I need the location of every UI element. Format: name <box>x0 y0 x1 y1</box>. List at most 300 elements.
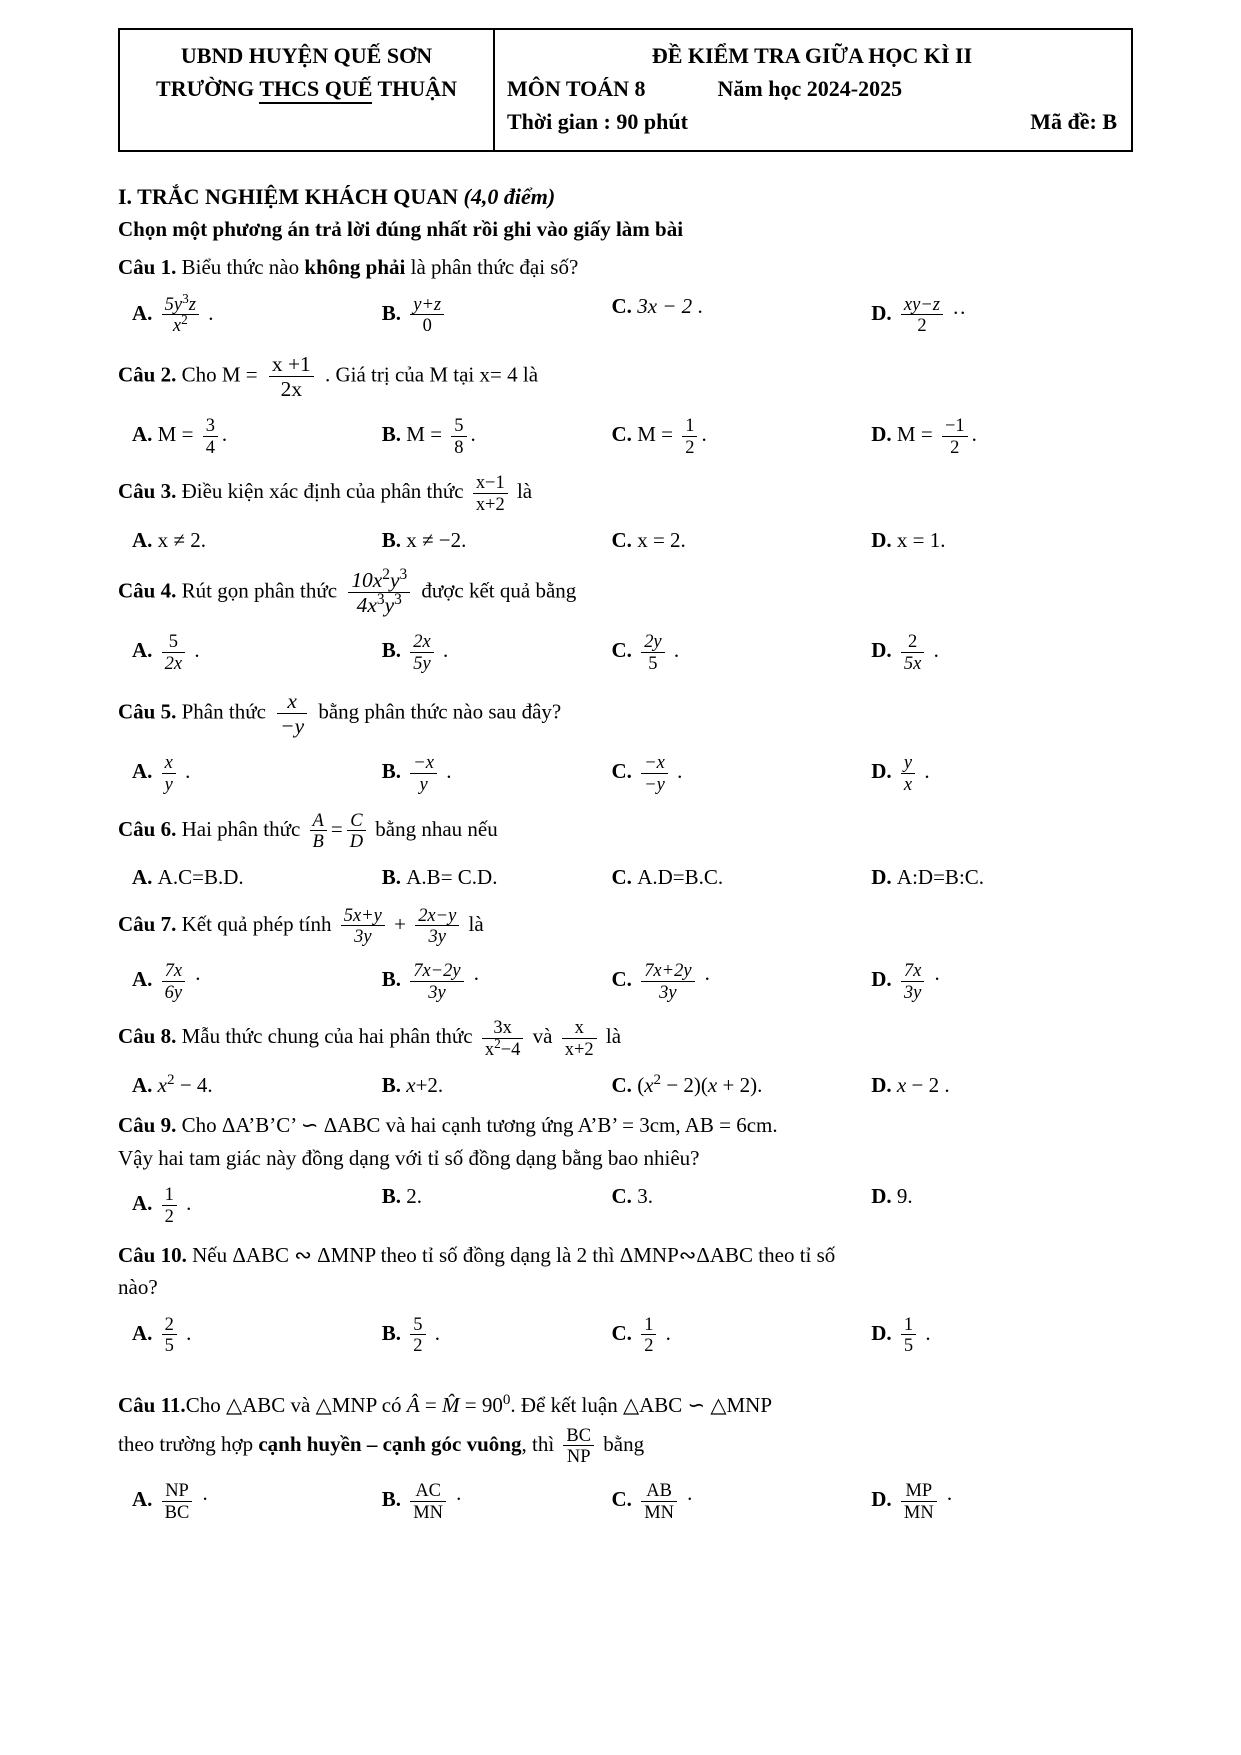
fraction-numerator <box>410 631 433 653</box>
text-run: 7x <box>903 959 922 980</box>
text-run: Cho M = <box>176 362 263 387</box>
fraction-numerator <box>901 1480 937 1502</box>
fraction-numerator <box>341 905 385 927</box>
text-run: . <box>180 1320 192 1345</box>
text-run: MN <box>903 1501 934 1522</box>
question-stem <box>118 807 1131 855</box>
exam-code: Mã đề: B <box>1030 109 1117 134</box>
text-run: z <box>188 293 196 314</box>
text-run: 5 <box>903 1335 914 1356</box>
superscript: 2 <box>167 1071 175 1088</box>
option-label: B. <box>381 966 407 991</box>
fraction-denominator <box>901 1502 937 1523</box>
question-4 <box>118 564 1131 676</box>
header-district: UBND HUYỆN QUẾ SƠN <box>180 43 433 68</box>
fraction <box>162 290 199 336</box>
fraction <box>162 960 185 1002</box>
option-A <box>132 1477 382 1525</box>
text-run: x+2 <box>475 493 505 514</box>
text-run: BC <box>164 1501 190 1522</box>
superscript: 2 <box>653 1071 662 1088</box>
text-run: 2 <box>644 1335 654 1356</box>
option-A <box>132 412 382 460</box>
text-run: D <box>349 831 364 852</box>
question-stem <box>118 1422 1131 1470</box>
option-D <box>871 525 1131 555</box>
question-stem <box>118 1109 1131 1142</box>
fraction-denominator <box>347 831 366 852</box>
question-label: Câu 3. <box>118 479 177 504</box>
option-label: C. <box>611 421 638 446</box>
question-label: Câu 6. <box>118 816 177 841</box>
option-label: C. <box>611 1072 638 1097</box>
fraction-denominator <box>901 774 915 795</box>
header-exam-cell <box>495 30 1131 150</box>
fraction-denominator <box>482 1035 524 1060</box>
option-A <box>132 1311 382 1359</box>
option-label: B. <box>381 1072 407 1097</box>
text-run: MP <box>905 1480 933 1500</box>
text-run: +2. <box>415 1072 444 1097</box>
text-run: −y <box>644 774 665 795</box>
question-11 <box>118 1389 1131 1525</box>
text-run: 5 <box>454 414 464 435</box>
fraction-denominator <box>410 315 444 336</box>
text-run: là <box>511 479 533 504</box>
option-D <box>871 1181 1131 1229</box>
fraction-denominator <box>162 1335 177 1356</box>
text-run: 2 <box>413 1335 423 1356</box>
question-label: Câu 7. <box>118 911 177 936</box>
fraction-numerator <box>641 752 668 774</box>
question-stem <box>118 1142 1131 1175</box>
header-school-underlined: THCS QUẾ <box>259 76 372 104</box>
text-run: 3y <box>659 981 677 1002</box>
fraction <box>162 631 185 673</box>
text-run: y <box>903 752 913 773</box>
option-label: A. <box>132 638 158 663</box>
fraction-numerator <box>482 1017 524 1039</box>
fraction-denominator <box>641 653 664 674</box>
fraction-denominator <box>562 1039 597 1060</box>
option-label: D. <box>871 1072 897 1097</box>
text-run: 2 <box>685 436 695 457</box>
text-run: −x <box>413 752 434 773</box>
text-run: · <box>189 966 202 991</box>
question-stem <box>118 685 1131 742</box>
text-run: BC <box>566 1424 592 1445</box>
question-label: Câu 5. <box>118 699 177 724</box>
option-label: B. <box>381 759 407 784</box>
text-run: x ≠ −2. <box>406 527 467 552</box>
option-label: C. <box>611 966 638 991</box>
text-run: x +1 <box>271 351 311 376</box>
fraction-numerator <box>641 1314 656 1336</box>
fraction <box>410 752 437 794</box>
text-run: . <box>668 638 680 663</box>
text-run: . <box>928 638 939 663</box>
text-run: x ≠ 2. <box>157 527 206 552</box>
text-run: −x <box>644 752 665 773</box>
fraction <box>562 1017 597 1059</box>
fraction-numerator <box>348 565 410 593</box>
question-label: Câu 11. <box>118 1393 186 1418</box>
header-school-cell <box>120 30 495 150</box>
option-label: D. <box>871 865 897 890</box>
option-B <box>382 862 612 892</box>
text-run: 3y <box>903 981 922 1002</box>
fraction-numerator <box>473 472 508 494</box>
option-B <box>382 412 612 460</box>
text-run: 8 <box>454 436 464 457</box>
fraction-numerator <box>901 294 943 316</box>
question-8 <box>118 1014 1131 1100</box>
fraction-numerator <box>162 631 185 653</box>
text-run: x+2 <box>564 1039 594 1060</box>
text-run: . <box>971 421 977 446</box>
fraction-denominator <box>269 377 314 401</box>
option-label: B. <box>381 527 407 552</box>
option-label: C. <box>611 527 638 552</box>
fraction-denominator <box>162 653 185 674</box>
fraction <box>410 1480 446 1522</box>
text-run: x−1 <box>475 472 505 493</box>
text-run: + 2). <box>717 1072 763 1097</box>
fraction <box>162 1184 177 1226</box>
text-run: x <box>484 1039 495 1060</box>
fraction <box>641 631 664 673</box>
text-run: = <box>419 1393 442 1418</box>
option-label: B. <box>381 1487 407 1511</box>
fraction <box>641 752 668 794</box>
text-run: . <box>470 421 476 446</box>
text-run: được kết quả bằng <box>416 578 577 603</box>
text-run: 2x <box>413 631 431 652</box>
question-1 <box>118 251 1131 339</box>
fraction-denominator <box>310 831 327 852</box>
option-label: D. <box>871 527 897 552</box>
text-run: . <box>671 759 683 784</box>
fraction <box>641 960 694 1002</box>
text-run: y <box>419 774 428 795</box>
text-run: + <box>388 911 412 936</box>
text-run: 3y <box>428 926 446 947</box>
option-A <box>132 291 382 339</box>
fraction-denominator <box>901 982 924 1003</box>
option-label: D. <box>871 966 897 991</box>
fraction <box>451 415 466 457</box>
fraction-numerator <box>162 752 176 774</box>
header-school-pre: TRƯỜNG <box>156 76 260 101</box>
option-A <box>132 628 382 676</box>
fraction-denominator <box>942 437 968 458</box>
text-run: M = <box>406 421 448 446</box>
section-points: (4,0 điểm) <box>463 184 556 209</box>
text-run: −4 <box>500 1039 521 1060</box>
option-label: C. <box>611 1487 638 1511</box>
superscript: 2 <box>181 312 188 328</box>
fraction-numerator <box>415 905 459 927</box>
fraction-numerator <box>942 415 968 437</box>
question-3 <box>118 469 1131 555</box>
text-run: 3 <box>205 414 215 435</box>
option-B <box>382 291 612 339</box>
text-run: . <box>202 300 214 325</box>
question-6 <box>118 807 1131 893</box>
text-run: 3x <box>493 1017 512 1038</box>
option-D <box>871 291 1131 339</box>
text-run: NP <box>566 1446 591 1467</box>
fraction <box>410 631 433 673</box>
text-run: ( <box>637 1072 645 1097</box>
text-run: Nếu ΔABC ∾ ΔMNP theo tỉ số đồng dạng là 2 thì ΔMNP∾ΔABC theo tỉ số <box>186 1242 836 1267</box>
fraction-numerator <box>563 1425 594 1447</box>
text-run: Â <box>406 1393 420 1418</box>
fraction-denominator <box>641 982 694 1003</box>
fraction <box>942 415 968 457</box>
fraction <box>269 352 314 401</box>
text-run: Cho ΔA’B’C’ ∽ ΔABC và hai cạnh tương ứng A’B’ = 3cm, AB = 6cm. <box>176 1113 778 1138</box>
fraction <box>162 1314 177 1356</box>
option-label: D. <box>871 1320 897 1345</box>
text-run: Kết quả phép tính <box>176 911 337 936</box>
text-run: 5 <box>413 1313 423 1334</box>
options-row <box>118 412 1131 460</box>
fraction <box>641 1480 677 1522</box>
fraction <box>473 472 508 514</box>
fraction-numerator <box>347 810 366 832</box>
text-run: · <box>928 966 941 991</box>
text-run: M̂ <box>441 1393 460 1418</box>
option-label: A. <box>132 966 158 991</box>
fraction-denominator <box>162 312 199 336</box>
text-run: y <box>384 593 395 618</box>
header-school-post: THUẬN <box>372 76 457 101</box>
option-D <box>871 957 1131 1005</box>
option-C <box>612 525 872 555</box>
text-run: 3. <box>637 1184 653 1209</box>
option-C <box>612 862 872 892</box>
fraction-numerator <box>410 752 437 774</box>
text-run: x <box>172 315 182 336</box>
fraction-numerator <box>682 415 697 437</box>
question-stem <box>118 902 1131 950</box>
fraction-denominator <box>901 315 943 336</box>
option-label: A. <box>132 421 158 446</box>
option-label: A. <box>132 300 158 325</box>
option-label: A. <box>132 527 158 552</box>
text-run: . <box>701 421 707 446</box>
exam-time-row <box>507 105 1117 138</box>
fraction-denominator <box>341 926 385 947</box>
exam-subject: MÔN TOÁN 8 <box>507 76 646 101</box>
option-A <box>132 862 382 892</box>
text-run: · <box>467 966 480 991</box>
text-run: A.B= C.D. <box>406 865 498 890</box>
question-label: Câu 1. <box>118 255 177 279</box>
text-run: 5 <box>164 1335 174 1356</box>
fraction <box>203 415 218 457</box>
text-run: 0 <box>422 315 432 336</box>
fraction-numerator <box>269 352 314 377</box>
text-run: A.C=B.D. <box>157 865 244 890</box>
question-stem <box>118 1014 1131 1062</box>
text-run: · <box>680 1487 694 1511</box>
text-run: . <box>920 1320 931 1345</box>
option-label: C. <box>611 759 638 784</box>
fraction-denominator <box>277 714 307 738</box>
section-title <box>118 184 1131 210</box>
fraction <box>341 905 385 947</box>
text-run: MN <box>644 1501 674 1522</box>
option-D <box>871 862 1131 892</box>
option-label: C. <box>611 865 638 890</box>
fraction <box>901 631 924 673</box>
text-run: 9. <box>896 1184 913 1209</box>
section-instruction: Chọn một phương án trả lời đúng nhất rồi ghi vào giấy làm bài <box>118 217 684 241</box>
fraction <box>901 752 915 794</box>
text-run: không phải <box>304 255 406 279</box>
text-run: Hai phân thức <box>176 816 306 841</box>
question-label: Câu 8. <box>118 1024 177 1049</box>
options-row <box>118 291 1131 339</box>
option-D <box>871 1477 1131 1525</box>
fraction-numerator <box>410 960 463 982</box>
text-run: là phân thức đại số? <box>405 255 579 279</box>
option-D <box>871 1311 1131 1359</box>
text-run: Phân thức <box>176 699 272 724</box>
option-C <box>612 749 872 797</box>
fraction-numerator <box>277 689 307 714</box>
text-run: x = 2. <box>637 527 686 552</box>
fraction-denominator <box>162 1502 193 1523</box>
fraction <box>641 1314 656 1356</box>
text-run: x <box>157 1072 167 1097</box>
option-B <box>382 1477 612 1525</box>
option-D <box>871 749 1131 797</box>
fraction-denominator <box>410 1335 425 1356</box>
text-run: y <box>164 774 173 795</box>
text-run: 3y <box>428 981 446 1002</box>
text-run: xy−z <box>903 293 940 314</box>
option-B <box>382 525 612 555</box>
text-run: . Để kết luận △ABC ∽ △MNP <box>510 1393 773 1418</box>
fraction <box>901 294 943 336</box>
text-run: . <box>437 638 449 663</box>
fraction-denominator <box>410 774 437 795</box>
fraction-numerator <box>901 752 915 774</box>
option-label: D. <box>871 638 897 663</box>
option-label: D. <box>871 1184 897 1209</box>
text-run: . <box>440 759 452 784</box>
text-run: 2 <box>950 436 960 457</box>
text-run: nào? <box>118 1275 158 1300</box>
text-run: , thì <box>521 1431 560 1456</box>
text-run: theo trường hợp <box>118 1431 259 1456</box>
fraction-denominator <box>641 1502 677 1523</box>
text-run: − 2)( <box>661 1072 708 1097</box>
option-label: C. <box>611 293 638 318</box>
text-run: x <box>406 1072 416 1097</box>
options-row <box>118 862 1131 892</box>
text-run: NP <box>165 1480 189 1500</box>
text-run: Cho △ABC và △MNP có <box>185 1393 407 1418</box>
question-stem <box>118 348 1131 405</box>
header-school <box>124 72 489 105</box>
option-label: D. <box>871 300 897 325</box>
fraction-denominator <box>415 926 459 947</box>
fraction-denominator <box>162 774 176 795</box>
text-run: A:D=B:C. <box>896 865 985 890</box>
option-label: D. <box>871 759 897 784</box>
fraction-denominator <box>901 1335 916 1356</box>
question-stem <box>118 251 1131 284</box>
text-run: · <box>196 1487 209 1511</box>
options-row <box>118 749 1131 797</box>
fraction-numerator <box>901 1314 916 1336</box>
text-run: . <box>179 759 191 784</box>
text-run: bằng <box>598 1431 645 1456</box>
option-D <box>871 412 1131 460</box>
text-run: B <box>312 831 324 852</box>
superscript: 3 <box>376 590 385 608</box>
fraction <box>277 689 307 738</box>
option-C <box>612 1181 872 1229</box>
text-run: 2 <box>908 631 918 652</box>
option-D <box>871 628 1131 676</box>
option-B <box>382 628 612 676</box>
text-run: 7x+2y <box>644 959 692 980</box>
text-run: 7x <box>164 959 183 980</box>
section-title-text: I. TRẮC NGHIỆM KHÁCH QUAN <box>118 184 464 209</box>
fraction-denominator <box>410 982 463 1003</box>
option-label: B. <box>381 638 407 663</box>
option-label: A. <box>132 759 158 784</box>
text-run: − 4. <box>174 1072 213 1097</box>
options-row <box>118 957 1131 1005</box>
fraction-numerator <box>901 631 924 653</box>
question-stem <box>118 469 1131 517</box>
text-run: 2x <box>164 652 183 673</box>
text-run: 5 <box>168 631 178 652</box>
text-run: cạnh huyền – cạnh góc vuông <box>258 1431 522 1456</box>
text-run: 3x − 2 <box>637 293 693 318</box>
fraction-denominator <box>641 774 668 795</box>
question-2 <box>118 348 1131 460</box>
text-run: x = 1. <box>896 527 946 552</box>
option-B <box>382 1070 612 1100</box>
options-row <box>118 525 1131 555</box>
question-label: Câu 10. <box>118 1242 187 1267</box>
fraction-numerator <box>641 631 664 653</box>
text-run: x <box>896 1072 907 1097</box>
option-label: A. <box>132 1487 158 1511</box>
fraction <box>563 1425 594 1467</box>
superscript: 2 <box>494 1035 501 1051</box>
option-C <box>612 957 872 1005</box>
text-run: 2 <box>164 1313 174 1334</box>
fraction-numerator <box>162 1184 177 1206</box>
text-run: A <box>312 809 324 830</box>
exam-header-table <box>118 28 1133 152</box>
fraction <box>410 960 463 1002</box>
fraction-denominator <box>563 1446 594 1467</box>
option-label: A. <box>132 865 158 890</box>
option-A <box>132 957 382 1005</box>
text-run: x <box>287 689 297 714</box>
text-run: x <box>903 774 913 795</box>
option-A <box>132 525 382 555</box>
